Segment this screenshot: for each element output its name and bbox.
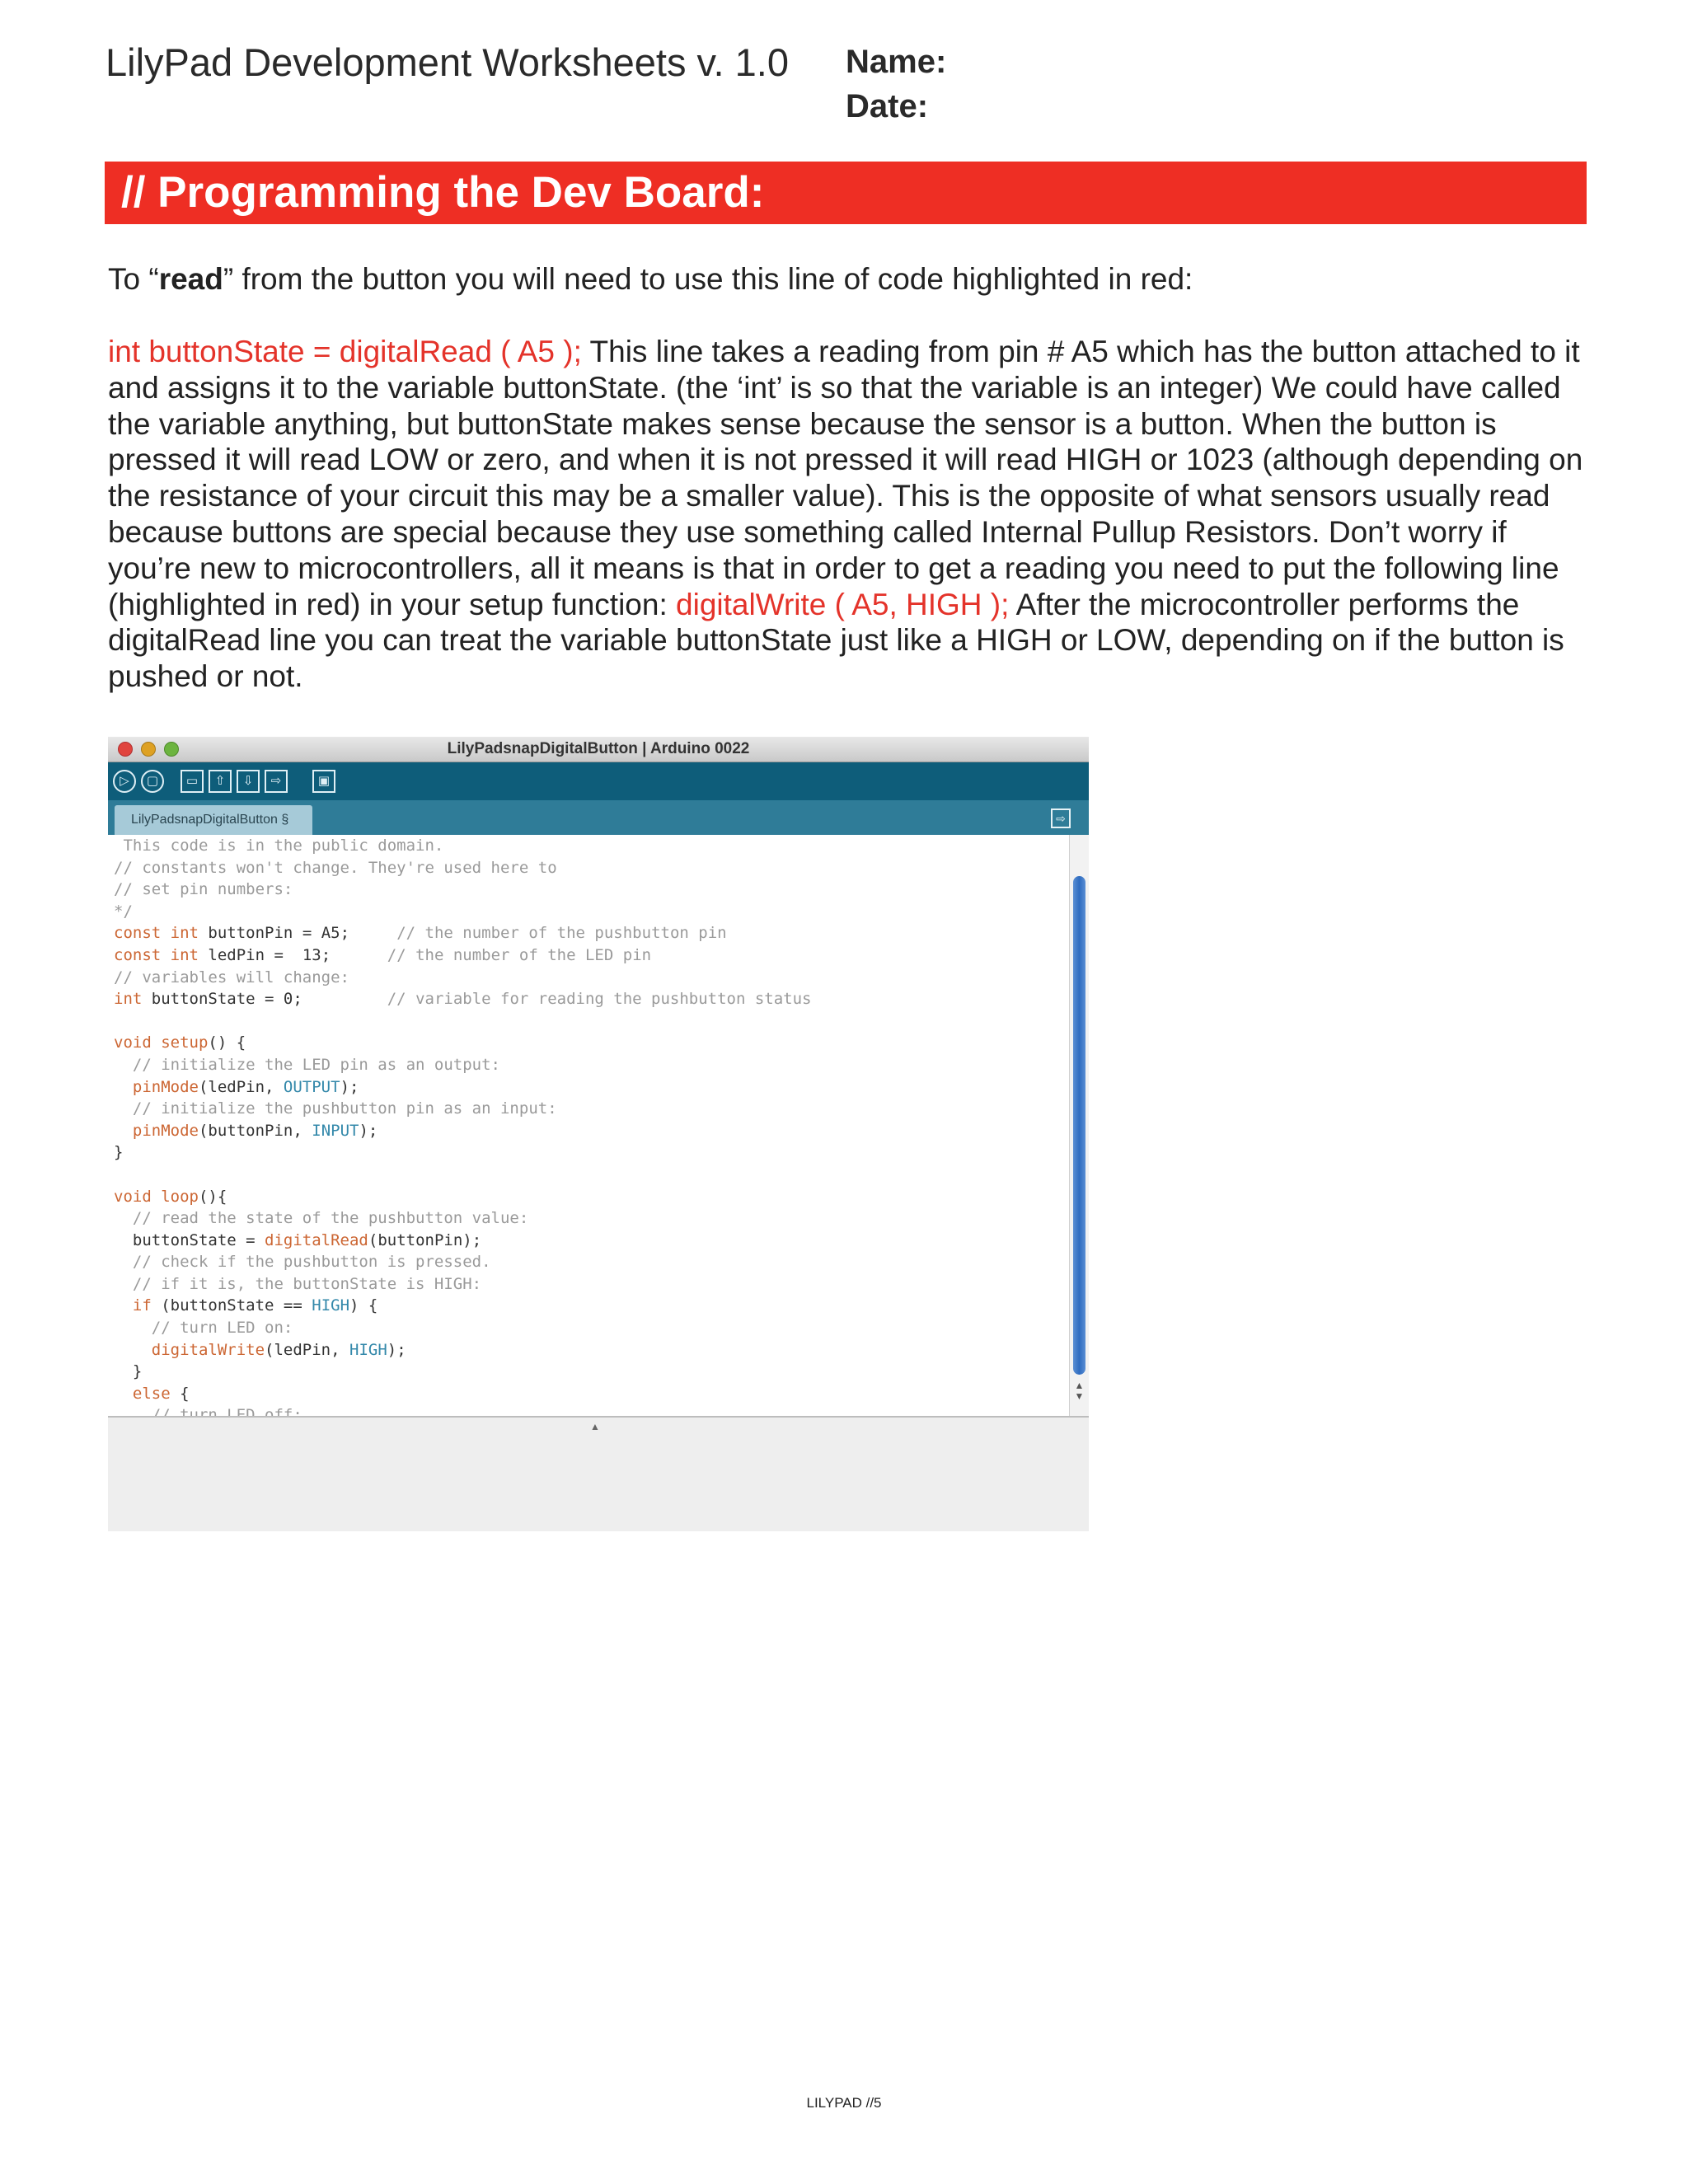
console-pane: [108, 1416, 1089, 1531]
name-date-fields: [846, 40, 946, 129]
code-line: pinMode(ledPin, OUTPUT);: [132, 1077, 359, 1096]
minimize-window-icon[interactable]: [141, 742, 156, 757]
code-line: // check if the pushbutton is pressed.: [114, 1253, 491, 1272]
code-line: // if it is, the buttonState is HIGH:: [114, 1274, 482, 1293]
code-line: [114, 1164, 1069, 1186]
tab-sketch[interactable]: LilyPadsnapDigitalButton §: [115, 805, 312, 835]
code-line: [114, 1010, 1069, 1033]
run-icon[interactable]: ▷: [113, 770, 136, 793]
code-line: digitalWrite(ledPin, HIGH);: [151, 1340, 406, 1359]
upload-icon[interactable]: ⇨: [265, 770, 288, 793]
intro-paragraph: [108, 262, 1193, 297]
stop-icon[interactable]: ▢: [141, 770, 164, 793]
code-line: // constants won't change. They're used here to: [114, 858, 557, 877]
code-editor[interactable]: [108, 835, 1069, 1416]
explanation-text-1: This line takes a reading from pin # A5 which has the button attached to it and assigns it to the variable buttonState. (the ‘int’ is so that the variable is an integer) We could have called the variable anything, but buttonState makes sense because the sensor is a button. When the button is pressed it will read LOW or zero, and when it is not pressed it will read HIGH or 1023 (although depending on the resistance of your circuit this may be a smaller value). This is the opposite of what sensors usually read because buttons are special because they use something called Internal Pullup Resistors. Don’t worry if you’re new to microcontrollers, all it means is that in order to get a reading you need to put the following line (highlighted in red) in your setup function:: [108, 335, 1583, 621]
tab-menu-icon[interactable]: ⇨: [1051, 808, 1071, 828]
intro-post: ” from the button you will need to use this line of code highlighted in red:: [223, 262, 1193, 296]
code-line: }: [114, 1362, 143, 1381]
code-line: if (buttonState == HIGH) {: [132, 1296, 378, 1315]
code-line: pinMode(buttonPin, INPUT);: [132, 1121, 378, 1140]
ide-titlebar: [108, 737, 1089, 762]
code-line: // turn LED on:: [114, 1319, 293, 1338]
intro-pre: To “: [108, 262, 159, 296]
code-line: void setup() {: [114, 1033, 246, 1052]
scroll-arrows-icon[interactable]: ▲ ▼: [1074, 1380, 1085, 1402]
code-line: // set pin numbers:: [114, 880, 293, 899]
vertical-scrollbar[interactable]: [1069, 835, 1089, 1416]
code-line: void loop(){: [114, 1187, 227, 1206]
date-label: Date:: [846, 88, 929, 124]
code-line: This code is in the public domain.: [114, 837, 444, 855]
save-icon[interactable]: ⇩: [237, 770, 260, 793]
code-line: const int buttonPin = A5; // the number of the pushbutton pin: [114, 924, 727, 943]
code-line: else {: [132, 1384, 190, 1403]
intro-bold-read: read: [158, 262, 223, 296]
close-window-icon[interactable]: [118, 742, 133, 757]
zoom-window-icon[interactable]: [164, 742, 179, 757]
open-icon[interactable]: ⇧: [209, 770, 232, 793]
code-line: }: [114, 1143, 124, 1162]
highlighted-code-digitalread: int buttonState = digitalRead ( A5 );: [108, 335, 582, 368]
arduino-ide-screenshot: [108, 737, 1089, 1530]
explanation-text-2: After the microcontroller performs the digitalRead line you can treat the variable buttonState just like a HIGH or LOW, depending on if the button is pushed or not.: [108, 587, 1564, 694]
code-line: // variables will change:: [114, 968, 349, 987]
new-icon[interactable]: ▭: [181, 770, 204, 793]
code-line: // read the state of the pushbutton value:: [114, 1209, 529, 1228]
highlighted-code-digitalwrite: digitalWrite ( A5, HIGH );: [676, 587, 1010, 621]
code-line: int buttonState = 0; // variable for reading the pushbutton status: [114, 990, 812, 1009]
ide-tabbar: [108, 800, 1089, 835]
explanation-paragraph: [108, 334, 1592, 695]
ide-window-title: LilyPadsnapDigitalButton | Arduino 0022: [447, 740, 750, 757]
serial-monitor-icon[interactable]: ▣: [312, 770, 335, 793]
code-line: // initialize the LED pin as an output:: [114, 1055, 500, 1074]
code-line: const int ledPin = 13; // the number of the LED pin: [114, 945, 652, 964]
page-footer: LILYPAD //5: [806, 2095, 882, 2111]
code-line: // initialize the pushbutton pin as an input:: [114, 1099, 557, 1118]
code-line: */: [114, 902, 133, 921]
pane-divider-icon[interactable]: ▲: [590, 1421, 600, 1432]
scrollbar-thumb[interactable]: [1073, 876, 1085, 1375]
section-banner: // Programming the Dev Board:: [105, 162, 1587, 224]
ide-toolbar: [108, 762, 1089, 800]
code-line: buttonState = digitalRead(buttonPin);: [114, 1230, 482, 1249]
name-label: Name:: [846, 44, 947, 80]
worksheet-title: LilyPad Development Worksheets v. 1.0: [106, 40, 789, 84]
